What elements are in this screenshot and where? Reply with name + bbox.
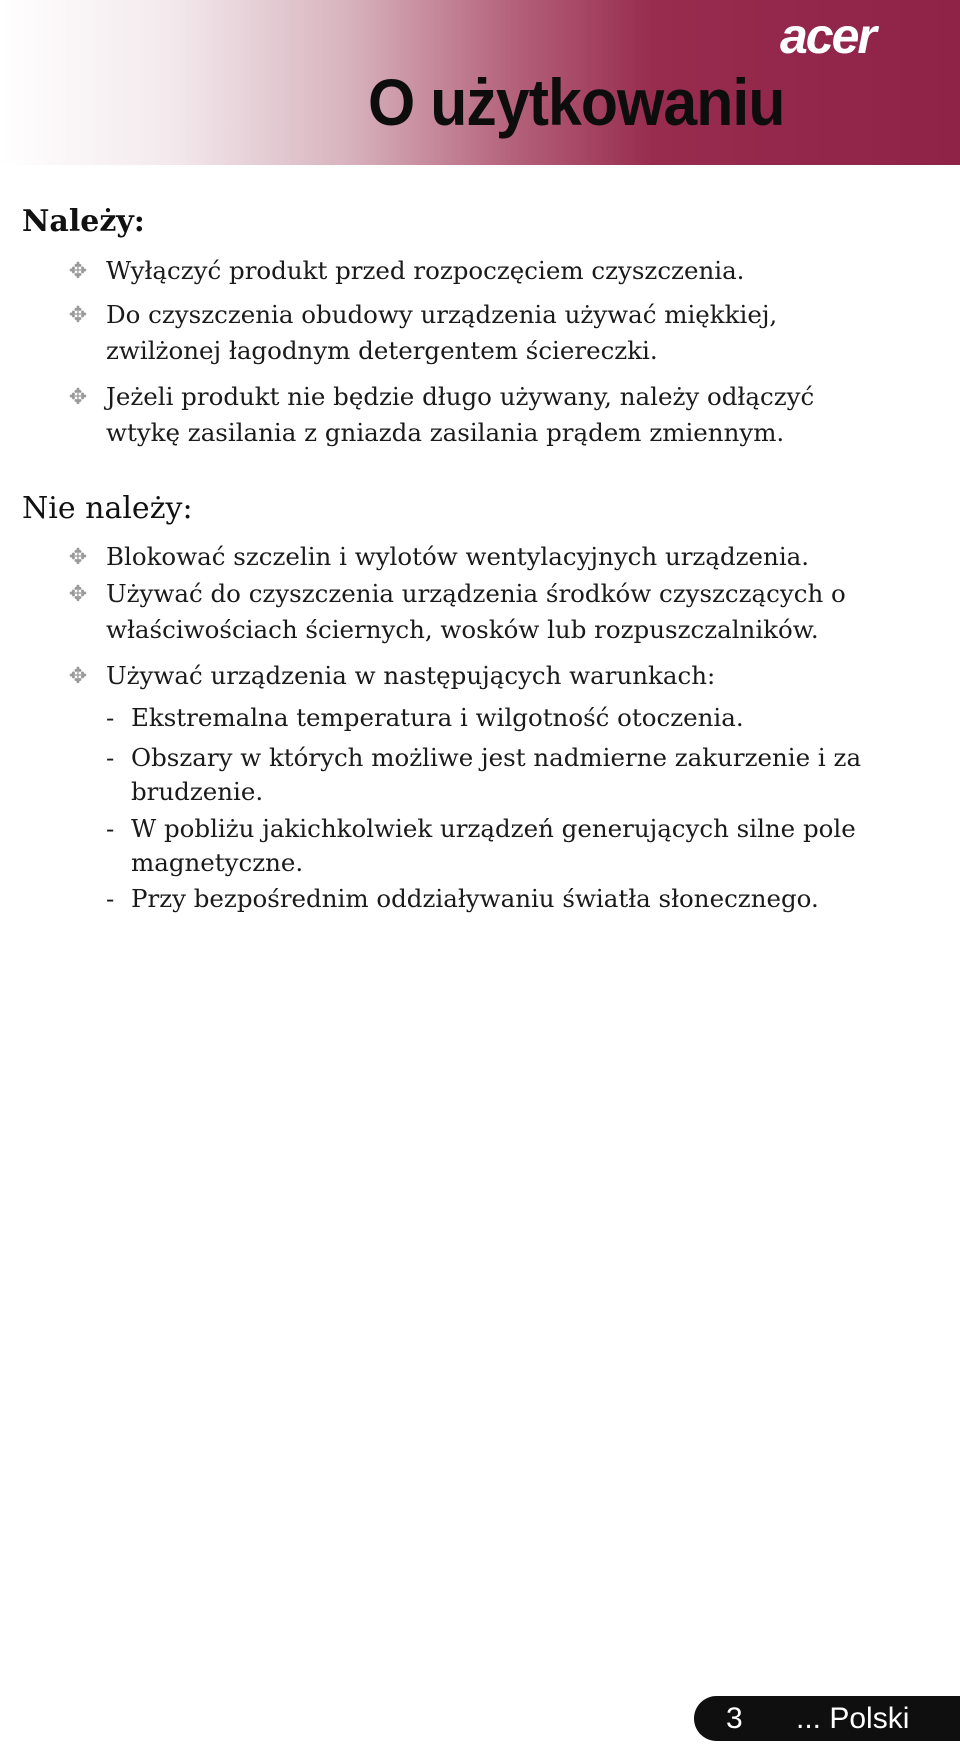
acer-logo: acer [780, 8, 875, 64]
list-item-text: Do czyszczenia obudowy urządzenia używać miękkiej, zwilżonej łagodnym detergentem ściereczki. [106, 300, 778, 365]
diamond-bullet-icon: ✥ [68, 303, 88, 328]
list-item-text: Używać do czyszczenia urządzenia środków czyszczących o właściwościach ściernych, wosków lub rozpuszczalników. [106, 579, 846, 644]
list-item-text: Blokować szczelin i wylotów wentylacyjnych urządzenia. [106, 542, 810, 571]
header-band [0, 0, 960, 165]
section-heading-dont: Nie należy: [22, 491, 193, 526]
diamond-bullet-icon: ✥ [68, 385, 88, 410]
dash-bullet: - [106, 814, 115, 843]
page-number: 3 [726, 1702, 743, 1735]
language-label: ... Polski [796, 1702, 910, 1735]
list-item-text: Używać urządzenia w następujących warunkach: [106, 661, 716, 690]
diamond-bullet-icon: ✥ [68, 259, 88, 284]
sub-list-item-text: W pobliżu jakichkolwiek urządzeń generujących silne pole magnetyczne. [131, 814, 856, 877]
list-item-text: Wyłączyć produkt przed rozpoczęciem czyszczenia. [106, 256, 745, 285]
page-title: O użytkowaniu [368, 65, 785, 139]
section-heading-do: Należy: [22, 204, 145, 239]
diamond-bullet-icon: ✥ [68, 664, 88, 689]
diamond-bullet-icon: ✥ [68, 545, 88, 570]
sub-list-item-text: Przy bezpośrednim oddziaływaniu światła słonecznego. [131, 884, 819, 913]
list-item-text: Jeżeli produkt nie będzie długo używany, należy odłączyć wtykę zasilania z gniazda zasilania prądem zmiennym. [106, 382, 815, 447]
sub-list-item-text: Obszary w których możliwe jest nadmierne zakurzenie i za brudzenie. [131, 743, 862, 806]
dash-bullet: - [106, 743, 115, 772]
page-footer-badge [694, 1696, 960, 1741]
dash-bullet: - [106, 884, 115, 913]
sub-list-item-text: Ekstremalna temperatura i wilgotność otoczenia. [131, 703, 744, 732]
dash-bullet: - [106, 703, 115, 732]
diamond-bullet-icon: ✥ [68, 582, 88, 607]
